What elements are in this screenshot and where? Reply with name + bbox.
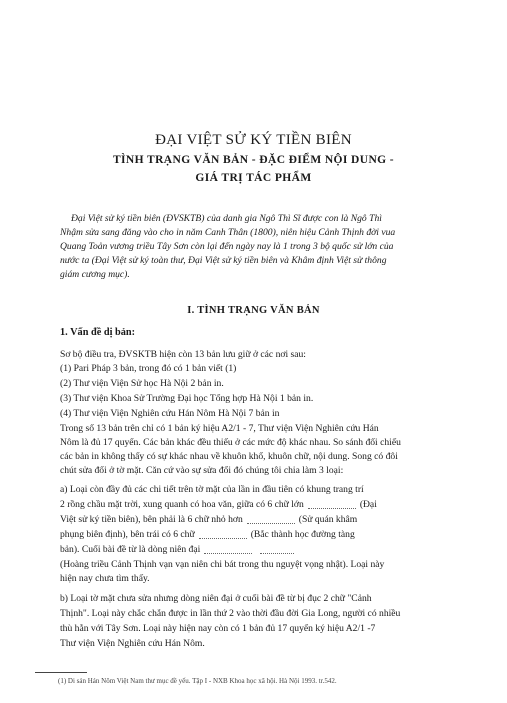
paragraph-a-line: (Hoàng triều Cảnh Thịnh vạn vạn niên chi bát trong thu nguyệt vọng nhật). Loại này <box>60 559 385 570</box>
body-line: chút sửa đổi ở tờ mặt. Căn cứ vào sự sửa đổi đó chúng tôi chia làm 3 loại: <box>60 465 344 476</box>
footnote-divider <box>35 672 87 673</box>
body-line: các bản in không thấy có sự khác nhau về khuôn khổ, khuôn chữ, nội dung. Song có đôi <box>60 451 398 462</box>
paragraph-b-line: Thư viện Viện Nghiên cứu Hán Nôm. <box>60 638 205 649</box>
intro-line: Nhậm sửa sang đăng vào cho in năm Canh Thân (1800), niên hiệu Cảnh Thịnh đời vua <box>60 227 396 238</box>
paragraph-a-line: phụng biên định), bên trái có 6 chữ (Bắc thành học đường tàng <box>60 529 355 540</box>
subtitle-line-1: TÌNH TRẠNG VĂN BẢN - ĐẶC ĐIỂM NỘI DUNG - <box>112 154 395 166</box>
han-characters-glyph <box>204 545 252 554</box>
paragraph-b-line: b) Loại tờ mặt chưa sửa nhưng dòng niên đại ở cuối bài đề từ bị đục 2 chữ "Cảnh <box>60 593 372 604</box>
paragraph-b-line: thù hằn với Tây Sơn. Loại này hiện nay còn có 1 bản đủ 17 quyển ký hiệu A2/1 -7 <box>60 623 376 634</box>
list-item: (3) Thư viện Khoa Sử Trường Đại học Tổng hợp Hà Nội 1 bản in. <box>60 393 314 404</box>
body-line: Sơ bộ điều tra, ĐVSKTB hiện còn 13 bản lưu giữ ở các nơi sau: <box>60 349 306 360</box>
paragraph-a-line: Việt sử ký tiền biên), bên phải là 6 chữ nhỏ hơn (Sử quán khâm <box>60 514 358 525</box>
body-line: Trong số 13 bản trên chỉ có 1 bản ký hiệu A2/1 - 7, Thư viện Viện Nghiên cứu Hán <box>60 423 379 434</box>
footnote: (1) Di sản Hán Nôm Việt Nam thư mục đề yếu. Tập I - NXB Khoa học xã hội. Hà Nội 1993. tr.542. <box>58 677 337 685</box>
subsection-heading: 1. Vấn đề dị bản: <box>60 327 136 338</box>
paragraph-a-line: hiện nay chưa tìm thấy. <box>60 573 150 584</box>
list-item: (1) Pari Pháp 3 bản, trong đó có 1 bản viết (1) <box>60 363 237 374</box>
page-title: ĐẠI VIỆT SỬ KÝ TIỀN BIÊN <box>155 132 352 148</box>
han-characters-glyph <box>199 530 247 539</box>
intro-line: nước ta (Đại Việt sử ký toàn thư, Đại Việt sử ký tiền biên và Khâm định Việt sử thông <box>60 255 387 266</box>
han-characters-glyph <box>308 500 356 509</box>
paragraph-a-line: 2 rồng chầu mặt trời, xung quanh có hoa văn, giữa có 6 chữ lớn (Đại <box>60 499 377 510</box>
intro-line: Đại Việt sử ký tiền biên (ĐVSKTB) của danh gia Ngô Thì Sĩ được con là Ngô Thì <box>71 213 382 224</box>
intro-line: giám cương mục). <box>60 269 130 280</box>
body-line: Nôm là đủ 17 quyển. Các bản khác đều thiếu ở các mức độ khác nhau. So sánh đối chiếu <box>60 437 401 448</box>
intro-line: Quang Toản vương triều Tây Sơn còn lại đến ngày nay là 1 trong 3 bộ quốc sử lớn của <box>60 241 394 252</box>
paragraph-b-line: Thịnh". Loại này chắc chắn được in lần thứ 2 vào thời đầu đời Gia Long, người có nhiều <box>60 608 401 619</box>
paragraph-a-line: a) Loại còn đầy đủ các chi tiết trên tờ mặt của lần in đầu tiên có khung trang trí <box>60 484 364 495</box>
subtitle-line-2: GIÁ TRỊ TÁC PHẨM <box>195 172 312 184</box>
paragraph-a-line: bản). Cuối bài đề từ là dòng niên đại <box>60 544 450 556</box>
list-item: (4) Thư viện Viện Nghiên cứu Hán Nôm Hà Nội 7 bản in <box>60 408 280 419</box>
section-heading: I. TÌNH TRẠNG VĂN BẢN <box>187 305 320 316</box>
han-characters-glyph <box>247 515 295 524</box>
list-item: (2) Thư viện Viện Sử học Hà Nội 2 bản in. <box>60 378 224 389</box>
han-characters-glyph <box>260 545 294 554</box>
